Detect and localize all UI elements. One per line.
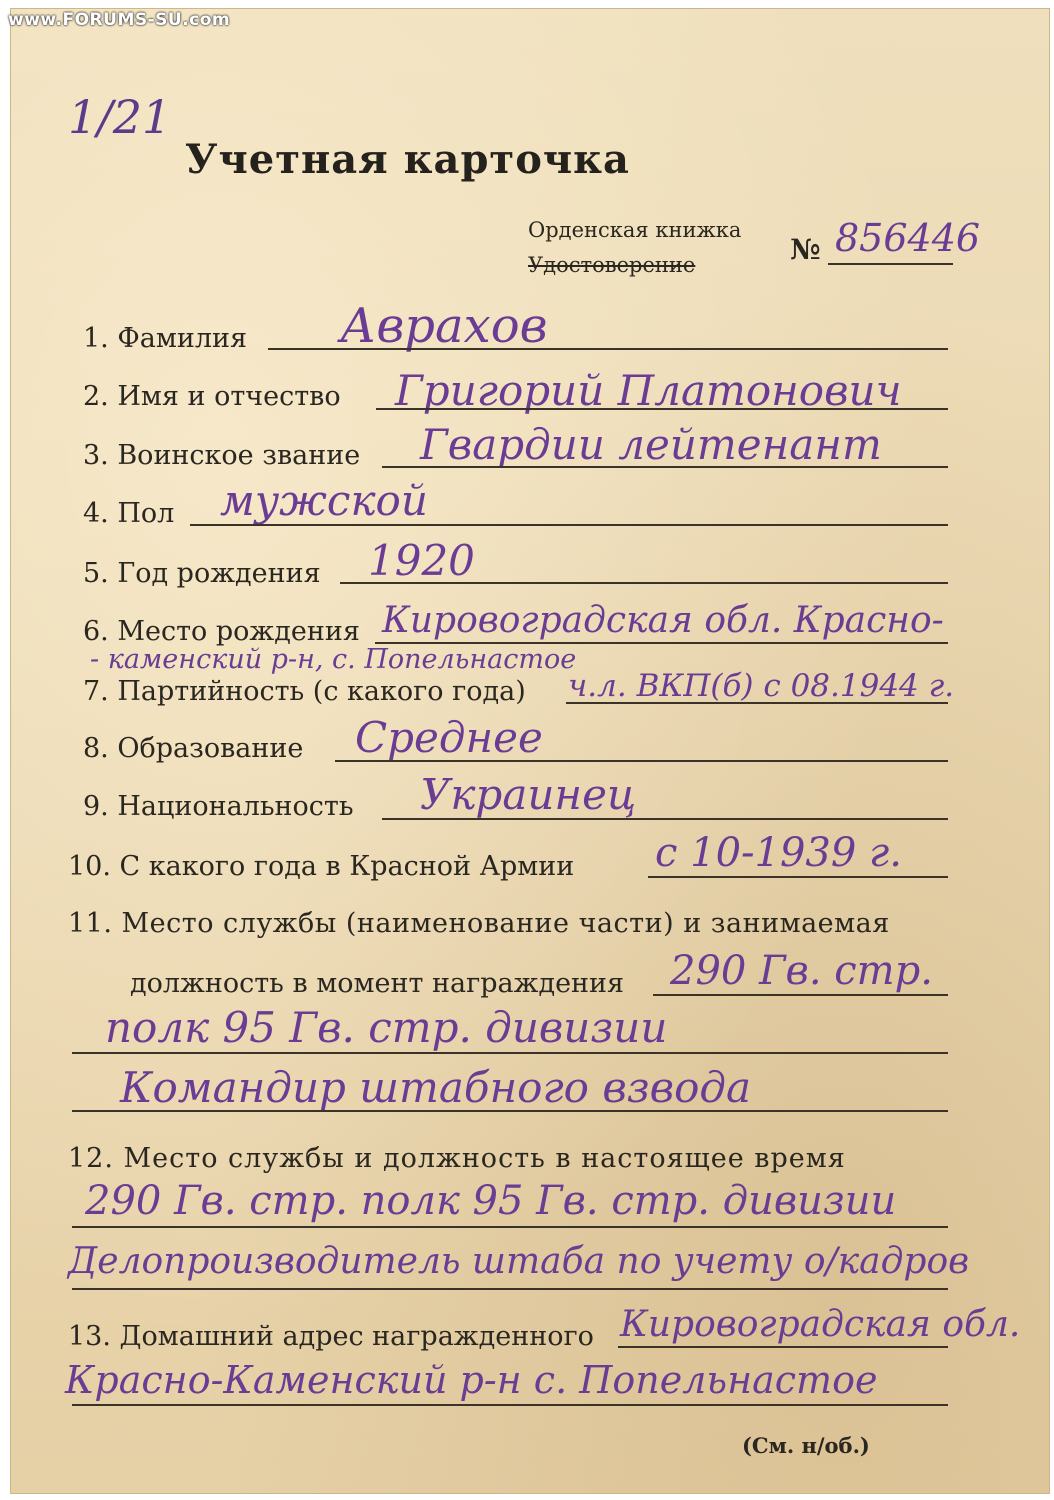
field-line [653, 994, 948, 996]
order-book-number: 856446 [835, 216, 981, 260]
field-birthplace-value-2: - каменский р-н, с. Попельнастое [90, 644, 577, 675]
field-nationality-label: 9. Национальность [83, 791, 354, 822]
field-sex-value: мужской [220, 476, 428, 525]
field-current-service-value-2: Делопроизводитель штаба по учету о/кадров [68, 1241, 970, 1282]
field-line [648, 876, 948, 878]
field-home-address-value-2: Красно-Каменский р-н с. Попельнастое [65, 1358, 878, 1402]
field-rank-value: Гвардии лейтенант [420, 420, 882, 469]
certificate-label: Удостоверение [528, 253, 696, 277]
field-sex-label: 4. Пол [83, 498, 175, 529]
field-army-since-label: 10. С какого года в Красной Армии [68, 851, 575, 882]
card-title: Учетная карточка [185, 136, 630, 183]
field-line [382, 466, 948, 468]
field-line [190, 524, 948, 526]
field-line [376, 408, 948, 410]
field-line [72, 1110, 948, 1112]
field-service-award-value-1: 290 Гв. стр. [670, 948, 933, 994]
field-home-address-value-1: Кировоградская обл. [620, 1304, 1021, 1345]
field-current-service-value-1: 290 Гв. стр. полк 95 Гв. стр. дивизии [85, 1178, 897, 1224]
field-birthplace-value-1: Кировоградская обл. Красно- [382, 600, 944, 641]
field-line [335, 760, 948, 762]
site-watermark: www.FORUMS-SU.com [8, 10, 231, 30]
field-education-label: 8. Образование [83, 733, 304, 764]
field-army-since-value: с 10-1939 г. [655, 830, 902, 876]
field-current-service-label: 12. Место службы и должность в настоящее время [68, 1143, 846, 1174]
field-line [618, 1346, 948, 1348]
field-service-award-label-1: 11. Место службы (наименование части) и занимаемая [68, 908, 890, 939]
field-line [340, 582, 948, 584]
field-surname-label: 1. Фамилия [83, 323, 248, 354]
field-line [72, 1288, 948, 1290]
field-party-value: ч.л. ВКП(б) с 08.1944 г. [568, 668, 955, 704]
number-sign: № [790, 233, 821, 266]
record-card [10, 8, 1050, 1494]
field-surname-value: Аврахов [340, 298, 548, 354]
field-rank-label: 3. Воинское звание [83, 440, 361, 471]
field-party-label: 7. Партийность (с какого года) [83, 676, 526, 707]
field-nationality-value: Украинец [420, 770, 637, 819]
field-line [566, 702, 948, 704]
number-underline [828, 263, 953, 265]
field-line [268, 348, 948, 350]
field-line [382, 818, 948, 820]
corner-note: 1/21 [68, 90, 172, 144]
field-birth-year-label: 5. Год рождения [83, 558, 321, 589]
order-book-label: Орденская книжка [528, 218, 742, 242]
field-line [72, 1052, 948, 1054]
field-education-value: Среднее [355, 713, 543, 762]
field-service-award-value-3: Командир штабного взвода [120, 1063, 752, 1112]
field-home-address-label: 13. Домашний адрес награжденного [68, 1321, 594, 1352]
field-service-award-label-2: должность в момент награждения [130, 968, 625, 999]
field-line [72, 1226, 948, 1228]
field-service-award-value-2: полк 95 Гв. стр. дивизии [105, 1003, 668, 1052]
field-birth-year-value: 1920 [368, 536, 475, 585]
field-name-value: Григорий Платонович [395, 366, 902, 415]
see-reverse-note: (См. н/об.) [742, 1433, 870, 1458]
field-birthplace-label: 6. Место рождения [83, 616, 360, 647]
field-line [72, 1404, 948, 1406]
field-name-label: 2. Имя и отчество [83, 381, 341, 412]
